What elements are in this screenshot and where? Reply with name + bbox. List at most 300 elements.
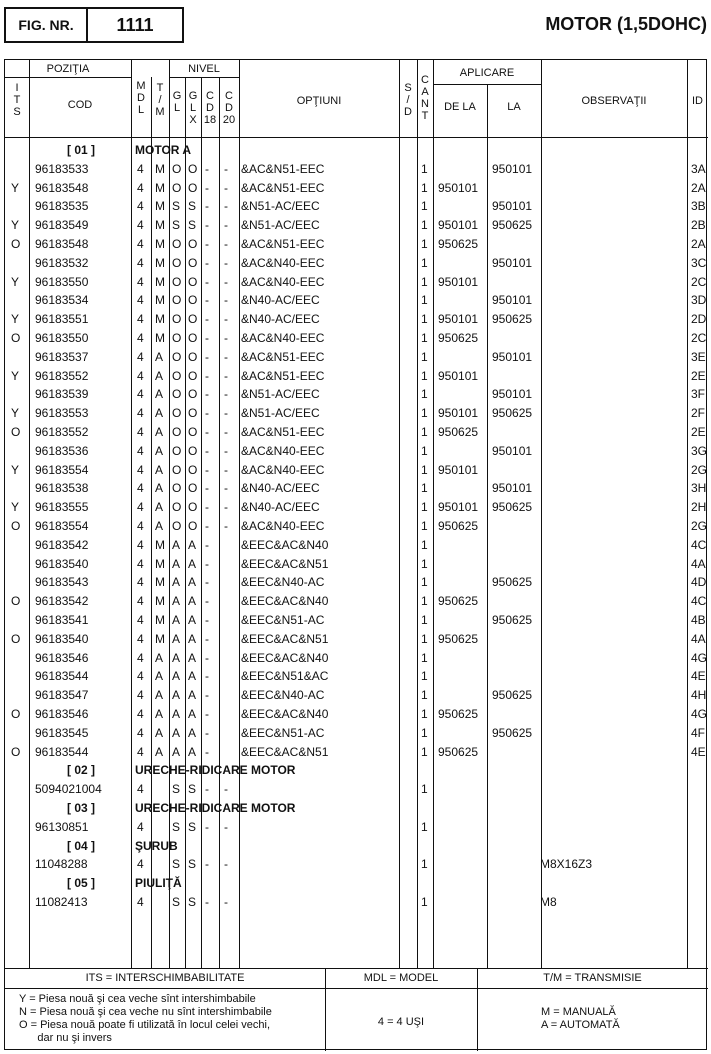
cell-mdl: 4 <box>137 688 144 703</box>
cell-cd20: - <box>224 237 228 251</box>
cell-id: 4E <box>691 669 706 684</box>
cell-la: 950625 <box>492 725 533 740</box>
cell-glx: O <box>188 462 198 477</box>
header-la: LA <box>507 101 521 113</box>
section-number: [ 03 ] <box>67 801 96 815</box>
cell-gl: O <box>172 443 182 458</box>
cell-cod: 96183543 <box>35 575 89 590</box>
cell-opt: &AC&N40-EEC <box>241 519 325 533</box>
cell-gl: S <box>172 218 181 233</box>
cell-mdl: 4 <box>137 237 144 251</box>
table-row <box>5 610 708 629</box>
cell-cd18: - <box>205 237 209 251</box>
cell-tm: A <box>155 425 164 439</box>
cell-id: 4F <box>691 725 706 740</box>
cell-glx: A <box>188 575 197 590</box>
cell-cod: 96183554 <box>35 519 89 533</box>
cell-cd20: - <box>224 406 228 421</box>
cell-gl: O <box>172 237 182 251</box>
cell-opt: &AC&N40-EEC <box>241 462 325 477</box>
cell-glx: O <box>188 500 198 515</box>
cell-cod: 96183552 <box>35 368 89 383</box>
cell-glx: A <box>188 537 197 552</box>
cell-dela: 950101 <box>438 462 479 477</box>
cell-its: O <box>11 519 21 533</box>
cell-glx: O <box>188 349 198 364</box>
cell-glx: S <box>188 782 197 797</box>
cell-cod: 96183533 <box>35 161 89 176</box>
cell-opt: &N51-AC/EEC <box>241 199 320 214</box>
cell-cant: 1 <box>421 857 428 872</box>
table-row <box>5 648 708 667</box>
cell-cant: 1 <box>421 556 428 571</box>
cell-id: 2C <box>691 274 707 289</box>
cell-cd20: - <box>224 387 228 402</box>
cell-dela: 950625 <box>438 594 479 609</box>
table-row <box>5 535 708 554</box>
cell-glx: O <box>188 481 198 496</box>
cell-glx: O <box>188 237 198 251</box>
cell-cant: 1 <box>421 274 428 289</box>
cell-cant: 1 <box>421 425 428 439</box>
cell-tm: M <box>155 274 165 289</box>
cell-dela: 950625 <box>438 331 479 345</box>
cell-tm: M <box>155 161 165 176</box>
cell-glx: S <box>188 218 197 233</box>
cell-glx: O <box>188 255 198 270</box>
cell-cd18: - <box>205 255 209 270</box>
cell-cd20: - <box>224 782 228 797</box>
cell-gl: O <box>172 255 182 270</box>
cell-gl: S <box>172 895 181 909</box>
cell-id: 3D <box>691 293 707 308</box>
cell-dela: 950101 <box>438 312 479 327</box>
cell-cd18: - <box>205 782 209 797</box>
cell-glx: S <box>188 199 197 214</box>
cell-cd20: - <box>224 857 228 872</box>
cell-la: 950625 <box>492 613 533 627</box>
section-title: URECHE-RIDICARE MOTOR <box>135 801 296 815</box>
cell-tm: A <box>155 707 164 721</box>
cell-cant: 1 <box>421 895 428 909</box>
cell-its: Y <box>11 462 20 477</box>
cell-cod: 96183541 <box>35 613 89 627</box>
cell-cd18: - <box>205 349 209 364</box>
table-row <box>5 328 708 347</box>
cell-cant: 1 <box>421 707 428 721</box>
cell-id: 2F <box>691 406 706 421</box>
cell-cant: 1 <box>421 255 428 270</box>
cell-cod: 96183546 <box>35 707 89 721</box>
cell-cod: 96183548 <box>35 237 89 251</box>
cell-gl: O <box>172 500 182 515</box>
cell-glx: O <box>188 425 198 439</box>
cell-cant: 1 <box>421 406 428 421</box>
cell-cd18: - <box>205 895 209 909</box>
table-row <box>5 629 708 648</box>
cell-tm: A <box>155 387 164 402</box>
cell-id: 2A <box>691 237 706 251</box>
cell-gl: A <box>172 537 181 552</box>
cell-id: 3A <box>691 161 706 176</box>
cell-la: 950101 <box>492 161 533 176</box>
table-row <box>5 516 708 535</box>
cell-cant: 1 <box>421 218 428 233</box>
cell-cant: 1 <box>421 368 428 383</box>
cell-tm: A <box>155 481 164 496</box>
cell-opt: &EEC&N40-AC <box>241 688 325 703</box>
section-title: ŞURUB <box>135 838 178 853</box>
cell-gl: O <box>172 349 182 364</box>
cell-cd20: - <box>224 462 228 477</box>
cell-its: Y <box>11 406 20 421</box>
cell-la: 950625 <box>492 218 533 233</box>
cell-cd20: - <box>224 519 228 533</box>
figure-number: 1111 <box>116 14 154 35</box>
cell-tm: A <box>155 368 164 383</box>
cell-cod: 96183540 <box>35 631 89 646</box>
cell-cd18: - <box>205 857 209 872</box>
cell-mdl: 4 <box>137 368 144 383</box>
cell-opt: &N51-AC/EEC <box>241 218 320 233</box>
cell-obs: M8 <box>540 895 557 909</box>
cell-mdl: 4 <box>137 443 144 458</box>
cell-cod: 96183537 <box>35 349 89 364</box>
cell-mdl: 4 <box>137 669 144 684</box>
cell-cant: 1 <box>421 782 428 797</box>
cell-glx: O <box>188 161 198 176</box>
table-row <box>5 685 708 704</box>
table-row <box>5 290 708 309</box>
cell-la: 950625 <box>492 312 533 327</box>
cell-cd20: - <box>224 895 228 909</box>
cell-tm: M <box>155 537 165 552</box>
cell-la: 950101 <box>492 387 533 402</box>
legend-its-title: ITS = INTERSCHIMBABILITATE <box>85 972 245 984</box>
cell-gl: O <box>172 293 182 308</box>
cell-cod: 96183542 <box>35 594 89 609</box>
cell-cod: 96183540 <box>35 556 89 571</box>
cell-cod: 96130851 <box>35 819 89 834</box>
cell-tm: M <box>155 255 165 270</box>
cell-opt: &EEC&AC&N40 <box>241 707 329 721</box>
legend-its-line: dar nu şi invers <box>19 1032 112 1044</box>
cell-gl: O <box>172 331 182 345</box>
cell-cant: 1 <box>421 237 428 251</box>
cell-tm: M <box>155 218 165 233</box>
header-cd20: C D 20 <box>222 90 236 126</box>
cell-cd18: - <box>205 406 209 421</box>
cell-cod: 96183549 <box>35 218 89 233</box>
cell-gl: S <box>172 782 181 797</box>
legend-tm-line: A = AUTOMATĂ <box>541 1019 620 1031</box>
cell-gl: S <box>172 199 181 214</box>
table-row <box>5 253 708 272</box>
header-gl: G L <box>172 90 182 114</box>
cell-tm: A <box>155 406 164 421</box>
cell-cd18: - <box>205 293 209 308</box>
cell-cd18: - <box>205 199 209 214</box>
cell-cod: 96183547 <box>35 688 89 703</box>
cell-tm: M <box>155 631 165 646</box>
cell-la: 950101 <box>492 443 533 458</box>
cell-cd20: - <box>224 312 228 327</box>
cell-opt: &EEC&AC&N51 <box>241 744 329 759</box>
cell-gl: A <box>172 650 181 665</box>
cell-tm: A <box>155 744 164 759</box>
cell-tm: M <box>155 180 165 195</box>
cell-la: 950101 <box>492 255 533 270</box>
cell-gl: O <box>172 387 182 402</box>
cell-its: Y <box>11 500 20 515</box>
cell-tm: A <box>155 500 164 515</box>
cell-id: 2H <box>691 500 707 515</box>
header-observatii: OBSERVAŢII <box>581 95 647 107</box>
table-row <box>5 460 708 479</box>
cell-cant: 1 <box>421 575 428 590</box>
section-number: [ 04 ] <box>67 838 96 853</box>
cell-opt: &EEC&AC&N51 <box>241 556 329 571</box>
cell-opt: &AC&N40-EEC <box>241 255 325 270</box>
header-mdl: M D L <box>136 80 146 116</box>
cell-cod: 5094021004 <box>35 782 102 797</box>
cell-cd20: - <box>224 255 228 270</box>
cell-glx: A <box>188 707 197 721</box>
cell-mdl: 4 <box>137 631 144 646</box>
cell-id: 4H <box>691 688 707 703</box>
table-row <box>5 892 708 911</box>
cell-cant: 1 <box>421 688 428 703</box>
cell-mdl: 4 <box>137 387 144 402</box>
cell-cd20: - <box>224 819 228 834</box>
cell-cod: 96183534 <box>35 293 89 308</box>
cell-glx: A <box>188 650 197 665</box>
cell-mdl: 4 <box>137 349 144 364</box>
cell-tm: A <box>155 725 164 740</box>
cell-its: O <box>11 707 21 721</box>
cell-dela: 950101 <box>438 218 479 233</box>
cell-la: 950101 <box>492 481 533 496</box>
cell-mdl: 4 <box>137 462 144 477</box>
table-row <box>5 742 708 761</box>
cell-mdl: 4 <box>137 331 144 345</box>
cell-glx: A <box>188 744 197 759</box>
section-header <box>5 140 708 159</box>
cell-gl: O <box>172 180 182 195</box>
legend-mdl-value: 4 = 4 UŞI <box>377 1016 425 1028</box>
cell-opt: &EEC&AC&N40 <box>241 650 329 665</box>
cell-glx: A <box>188 669 197 684</box>
cell-cd18: - <box>205 387 209 402</box>
cell-its: O <box>11 744 21 759</box>
cell-opt: &EEC&AC&N40 <box>241 537 329 552</box>
cell-la: 950101 <box>492 199 533 214</box>
cell-cod: 96183555 <box>35 500 89 515</box>
cell-glx: O <box>188 443 198 458</box>
cell-glx: O <box>188 312 198 327</box>
cell-cd18: - <box>205 688 209 703</box>
cell-dela: 950625 <box>438 744 479 759</box>
cell-cd18: - <box>205 669 209 684</box>
cell-opt: &N51-AC/EEC <box>241 387 320 402</box>
cell-mdl: 4 <box>137 650 144 665</box>
cell-cant: 1 <box>421 613 428 627</box>
cell-id: 4G <box>691 707 708 721</box>
cell-la: 950625 <box>492 500 533 515</box>
table-row <box>5 817 708 836</box>
cell-opt: &AC&N51-EEC <box>241 425 325 439</box>
cell-glx: O <box>188 387 198 402</box>
cell-cant: 1 <box>421 443 428 458</box>
cell-tm: M <box>155 237 165 251</box>
table-row <box>5 272 708 291</box>
cell-cant: 1 <box>421 819 428 834</box>
table-row <box>5 441 708 460</box>
cell-tm: A <box>155 650 164 665</box>
cell-gl: O <box>172 481 182 496</box>
header-id: ID <box>692 95 703 107</box>
cell-cod: 96183542 <box>35 537 89 552</box>
cell-la: 950625 <box>492 688 533 703</box>
table-row <box>5 854 708 873</box>
cell-cant: 1 <box>421 650 428 665</box>
cell-cd18: - <box>205 725 209 740</box>
cell-tm: A <box>155 462 164 477</box>
cell-gl: A <box>172 575 181 590</box>
cell-mdl: 4 <box>137 255 144 270</box>
cell-mdl: 4 <box>137 537 144 552</box>
cell-mdl: 4 <box>137 180 144 195</box>
cell-cd18: - <box>205 161 209 176</box>
legend-tm-line: M = MANUALĂ <box>541 1006 616 1018</box>
cell-tm: A <box>155 443 164 458</box>
table-row <box>5 478 708 497</box>
cell-glx: A <box>188 631 197 646</box>
section-title: URECHE-RIDICARE MOTOR <box>135 763 296 778</box>
cell-mdl: 4 <box>137 312 144 327</box>
section-header <box>5 798 708 817</box>
cell-obs: M8X16Z3 <box>540 857 593 872</box>
cell-cant: 1 <box>421 161 428 176</box>
cell-opt: &AC&N51-EEC <box>241 368 325 383</box>
cell-its: Y <box>11 180 20 195</box>
cell-gl: A <box>172 631 181 646</box>
cell-cant: 1 <box>421 349 428 364</box>
cell-mdl: 4 <box>137 406 144 421</box>
cell-mdl: 4 <box>137 293 144 308</box>
table-row <box>5 384 708 403</box>
cell-cant: 1 <box>421 481 428 496</box>
cell-id: 2G <box>691 462 708 477</box>
header-tm: T / M <box>155 82 165 118</box>
header-pozitia: POZIŢIA <box>46 63 90 75</box>
cell-opt: &AC&N40-EEC <box>241 331 325 345</box>
cell-cod: 96183539 <box>35 387 89 402</box>
cell-cant: 1 <box>421 331 428 345</box>
legend-mdl-title: MDL = MODEL <box>363 972 439 984</box>
header-cd18: C D 18 <box>203 90 217 126</box>
cell-its: Y <box>11 274 20 289</box>
header-cod: COD <box>67 99 93 111</box>
table-row <box>5 234 708 253</box>
cell-cod: 96183544 <box>35 669 89 684</box>
cell-opt: &EEC&N40-AC <box>241 575 325 590</box>
table-row <box>5 178 708 197</box>
section-number: [ 01 ] <box>67 143 96 157</box>
cell-opt: &EEC&N51&AC <box>241 669 329 684</box>
cell-gl: O <box>172 519 182 533</box>
cell-cd20: - <box>224 218 228 233</box>
cell-id: 2E <box>691 425 706 439</box>
cell-glx: A <box>188 725 197 740</box>
cell-glx: O <box>188 406 198 421</box>
cell-la: 950101 <box>492 293 533 308</box>
cell-tm: M <box>155 331 165 345</box>
cell-its: O <box>11 631 21 646</box>
cell-its: Y <box>11 368 20 383</box>
cell-glx: O <box>188 519 198 533</box>
cell-cd18: - <box>205 707 209 721</box>
legend-its-line: N = Piesa nouă şi cea veche nu sînt intershimbabile <box>19 1006 272 1018</box>
table-row <box>5 554 708 573</box>
cell-cod: 96183538 <box>35 481 89 496</box>
figure-label: FIG. NR. <box>6 9 88 41</box>
cell-opt: &N40-AC/EEC <box>241 500 320 515</box>
table-row <box>5 591 708 610</box>
cell-id: 3C <box>691 255 707 270</box>
cell-cd20: - <box>224 161 228 176</box>
table-row <box>5 366 708 385</box>
cell-id: 3G <box>691 443 708 458</box>
cell-tm: M <box>155 594 165 609</box>
cell-cod: 96183545 <box>35 725 89 740</box>
parts-table <box>4 59 707 1050</box>
cell-cant: 1 <box>421 293 428 308</box>
cell-its: O <box>11 594 21 609</box>
cell-opt: &EEC&AC&N40 <box>241 594 329 609</box>
cell-cd18: - <box>205 519 209 533</box>
cell-opt: &AC&N51-EEC <box>241 161 325 176</box>
cell-cd18: - <box>205 631 209 646</box>
section-header <box>5 873 708 892</box>
cell-dela: 950625 <box>438 425 479 439</box>
cell-id: 2D <box>691 312 707 327</box>
cell-tm: A <box>155 688 164 703</box>
cell-opt: &EEC&N51-AC <box>241 613 325 627</box>
cell-id: 2C <box>691 331 707 345</box>
cell-cd20: - <box>224 199 228 214</box>
section-number: [ 02 ] <box>67 763 96 778</box>
cell-glx: A <box>188 688 197 703</box>
table-row <box>5 309 708 328</box>
cell-cod: 96183544 <box>35 744 89 759</box>
table-row <box>5 723 708 742</box>
cell-cod: 96183551 <box>35 312 89 327</box>
cell-cd18: - <box>205 650 209 665</box>
cell-cant: 1 <box>421 500 428 515</box>
cell-opt: &AC&N51-EEC <box>241 349 325 364</box>
cell-cd18: - <box>205 368 209 383</box>
cell-cant: 1 <box>421 594 428 609</box>
cell-glx: O <box>188 180 198 195</box>
cell-glx: O <box>188 274 198 289</box>
cell-opt: &AC&N40-EEC <box>241 274 325 289</box>
cell-glx: S <box>188 857 197 872</box>
cell-cod: 96183535 <box>35 199 89 214</box>
cell-gl: O <box>172 368 182 383</box>
cell-cant: 1 <box>421 631 428 646</box>
legend-its-line: O = Piesa nouă poate fi utilizată în locul celei vechi, <box>19 1019 271 1031</box>
